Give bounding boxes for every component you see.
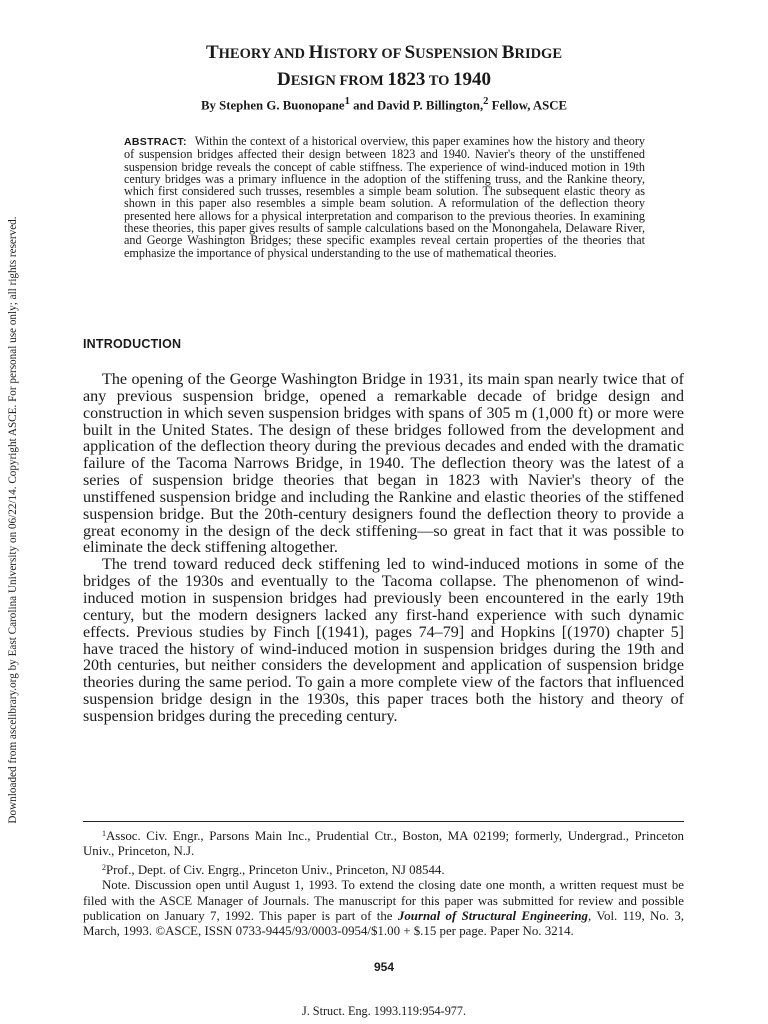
body-paragraph: The trend toward reduced deck stiffening led to wind-induced motions in some of the bridges of the 1930s and eventually to the Tacoma collapse. The phenomenon of wind-induced motion in suspension bridges had previously been encountered in the early 19th century, but the modern designers lacked any first-hand experience with such dynamic effects. Previous studies by Finch [(1941), pages 74–79] and Hopkins [(1970) chapter 5] have traced the history of wind-induced motion in suspension bridges during the 19th and 20th centuries, but neither considers the development and application of suspension bridge theories during the same period. To gain a more complete view of the factors that influenced suspension bridge design in the 1930s, this paper traces both the history and theory of suspension bridges during the preceding century. xyxy=(83,556,684,725)
editorial-note: Note. Discussion open until August 1, 1993. To extend the closing date one month, a written request must be filed with the ASCE Manager of Journals. The manuscript for this paper was submitted for review and possible publication on January 7, 1992. This paper is part of the Journal of Structural Engineering, Vol. 119, No. 3, March, 1993. ©ASCE, ISSN 0733-9445/93/0003-0954/$1.00 + $.15 per page. Paper No. 3214. xyxy=(83,878,685,939)
abstract-text: Within the context of a historical overview, this paper examines how the history and theory of suspension bridges affected their design between 1823 and 1940. Navier's theory of the unstiffened suspension bridge reveals the concept of cable stiffness. The experience of wind-induced motion in 19th century bridges was a primary influence in the adoption of the stiffening truss, and the Rankine theory, which first considered such trusses, resembles a simple beam solution. The subsequent elastic theory as shown in this paper also resembles a simple beam solution. A reformulation of the deflection theory presented here allows for a physical interpretation and comparison to the previous theories. In examining these theories, this paper gives results of sample calculations based on the Monongahela, Delaware River, and George Washington Bridges; these specific examples reveal certain properties of the theories that emphasize the importance of physical understanding to the use of mathematical theories. xyxy=(124,134,645,260)
body-text xyxy=(83,372,684,726)
journal-name: Journal of Structural Engineering xyxy=(397,909,589,924)
footnote-2: $^2$Prof., Dept. of Civ. Engrg., Princeton Univ., Princeton, NJ 08544. xyxy=(102,862,445,877)
paper-title xyxy=(0,40,768,94)
download-watermark-text: Downloaded from ascelibrary.org by East Carolina University on 06/22/14. Copyright ASCE. For personal use only; all rights reserved. xyxy=(7,216,19,824)
author-line: By Stephen G. Buonopane$^1$ and David P. Billington,$^2$ Fellow, ASCE xyxy=(200,96,568,113)
footnote-1: $^1$Assoc. Civ. Engr., Parsons Main Inc., Prudential Ctr., Boston, MA 02199; formerly, Undergrad., Princeton Univ., Princeton, N.J. xyxy=(83,829,684,859)
footnotes xyxy=(83,826,684,940)
abstract xyxy=(124,135,645,259)
page-number: 954 xyxy=(373,960,395,974)
download-watermark xyxy=(0,150,26,890)
footnote-divider xyxy=(83,821,684,822)
title-line-1: THEORY AND HISTORY OF SUSPENSION BRIDGE xyxy=(205,42,563,63)
title-line-2: DESIGN FROM 1823 TO 1940 xyxy=(276,69,492,90)
section-heading-introduction: INTRODUCTION xyxy=(83,337,182,351)
abstract-label: ABSTRACT: xyxy=(124,136,187,148)
body-paragraph: The opening of the George Washington Bridge in 1931, its main span nearly twice that of any previous suspension bridge, opened a remarkable decade of bridge design and construction in which seven suspension bridges with spans of 305 m (1,000 ft) or more were built in the United States. The design of these bridges followed from the development and application of the deflection theory during the previous decades and ended with the dramatic failure of the Tacoma Narrows Bridge, in 1940. The deflection theory was the latest of a series of suspension bridge theories that began in 1823 with Navier's theory of the unstiffened suspension bridge and including the Rankine and elastic theories of the stiffened suspension bridge. But the 20th-century designers found the deflection theory to provide a great economy in the design of the deck stiffening—so great in fact that it was possible to eliminate the deck stiffening altogether. xyxy=(83,371,684,557)
citation-footer: J. Struct. Eng. 1993.119:954-977. xyxy=(301,1004,467,1018)
